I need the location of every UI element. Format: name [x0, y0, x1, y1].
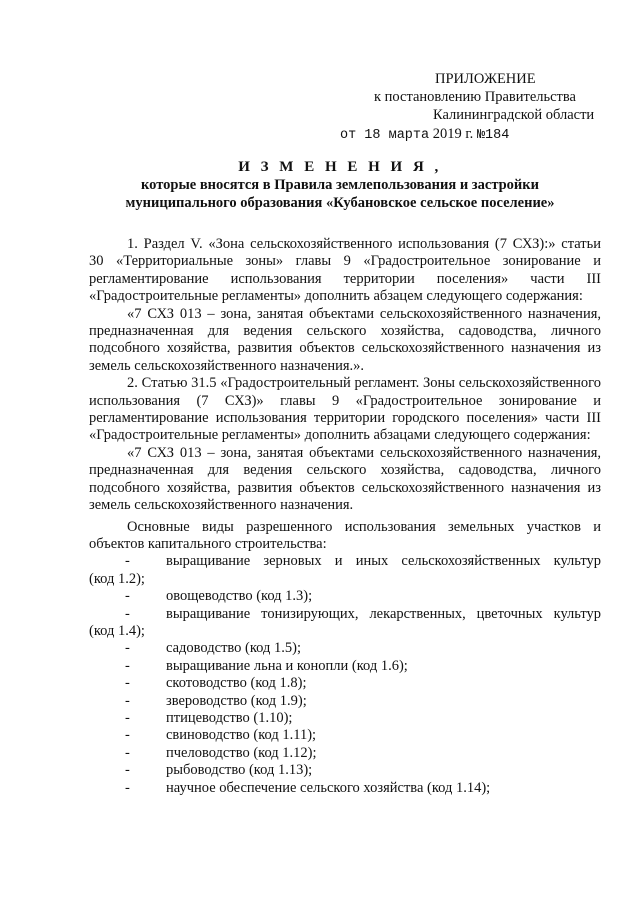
list-item	[89, 606, 601, 641]
list-item	[89, 658, 601, 675]
list-item-text: овощеводство (код 1.3);	[166, 588, 313, 605]
list-item	[89, 693, 601, 710]
list-item-text: научное обеспечение сельского хозяйства (код 1.14);	[166, 779, 491, 796]
paragraph-3: 2. Статью 31.5 «Градостроительный регламент. Зоны сельскохозяйственного использования (7 СХЗ)» главы 9 «Градостроительное зонирование и регламентирование использования территории городского поселения» части III «Градостроительные регламенты» дополнить абзацами следующего содержания:	[89, 375, 601, 444]
list-item-text: пчеловодство (код 1.12);	[166, 744, 317, 761]
paragraph-4: «7 СХЗ 013 – зона, занятая объектами сельскохозяйственного назначения, предназначенная для ведения сельского хозяйства, садоводства, личного подсобного хозяйства, развития объектов сельскохозяйственного назначения из земель сельскохозяйственного назначения.	[89, 444, 601, 514]
document-title	[90, 158, 590, 212]
appendix-number: №184	[476, 128, 510, 143]
list-item	[89, 588, 601, 605]
list-item	[89, 745, 601, 762]
paragraph-1: 1. Раздел V. «Зона сельскохозяйственного использования (7 СХЗ):» статьи 30 «Территориальные зоны» главы 9 «Градостроительное зонирование и регламентирование использования территории поселения» части III «Градостроительные регламенты» дополнить абзацем следующего содержания:	[89, 236, 601, 305]
list-item-text: рыбоводство (код 1.13);	[166, 762, 313, 779]
list-item-text: звероводство (код 1.9);	[166, 692, 307, 709]
list-item-text: скотоводство (код 1.8);	[166, 675, 307, 692]
appendix-year: 2019 г.	[432, 126, 474, 142]
appendix-date: от 18 марта	[340, 128, 430, 143]
list-item	[89, 762, 601, 779]
title-line-3: муниципального образования «Кубановское сельское поселение»	[125, 195, 555, 211]
list-dash: -	[125, 657, 130, 674]
list-item	[89, 675, 601, 692]
appendix-resolution-line: к постановлению Правительства	[374, 89, 576, 105]
list-dash: -	[125, 744, 130, 761]
paragraph-2: «7 СХЗ 013 – зона, занятая объектами сельскохозяйственного назначения, предназначенная для ведения сельского хозяйства, садоводства, личного подсобного хозяйства, развития объектов сельскохозяйственного назначения из земель сельскохозяйственного назначения.».	[89, 305, 601, 374]
list-item-text: выращивание зерновых и иных сельскохозяйственных культур	[166, 553, 601, 570]
list-dash: -	[125, 709, 130, 726]
appendix-header	[340, 70, 610, 145]
list-item	[89, 710, 601, 727]
list-dash: -	[125, 605, 130, 622]
list-item	[89, 553, 601, 588]
title-heading: И З М Е Н Е Н И Я ,	[238, 159, 442, 175]
appendix-label: ПРИЛОЖЕНИЕ	[435, 71, 536, 87]
appendix-region-line: Калининградской области	[433, 107, 595, 123]
title-line-2: которые вносятся в Правила землепользования и застройки	[141, 177, 539, 193]
list-dash: -	[125, 588, 130, 605]
list-dash: -	[125, 762, 130, 779]
list-item	[89, 727, 601, 744]
list-item-continuation: (код 1.2);	[89, 570, 145, 587]
list-dash: -	[125, 675, 130, 692]
list-dash: -	[125, 779, 130, 796]
list-item	[89, 780, 601, 797]
list-item-text: выращивание тонизирующих, лекарственных, цветочных культур	[166, 605, 601, 622]
appendix-date-line	[340, 125, 610, 145]
list-item-text: птицеводство (1.10);	[166, 709, 293, 726]
list-dash: -	[125, 692, 130, 709]
list-item-text: садоводство (код 1.5);	[166, 640, 301, 657]
list-item-text: свиноводство (код 1.11);	[166, 727, 317, 744]
list-dash: -	[125, 553, 130, 570]
document-body	[89, 236, 601, 797]
list-dash: -	[125, 640, 130, 657]
list-dash: -	[125, 727, 130, 744]
list-item-continuation: (код 1.4);	[89, 622, 145, 639]
list-item	[89, 640, 601, 657]
list-item-text: выращивание льна и конопли (код 1.6);	[166, 657, 408, 674]
paragraph-5: Основные виды разрешенного использования земельных участков и объектов капитального строительства:	[89, 518, 601, 552]
